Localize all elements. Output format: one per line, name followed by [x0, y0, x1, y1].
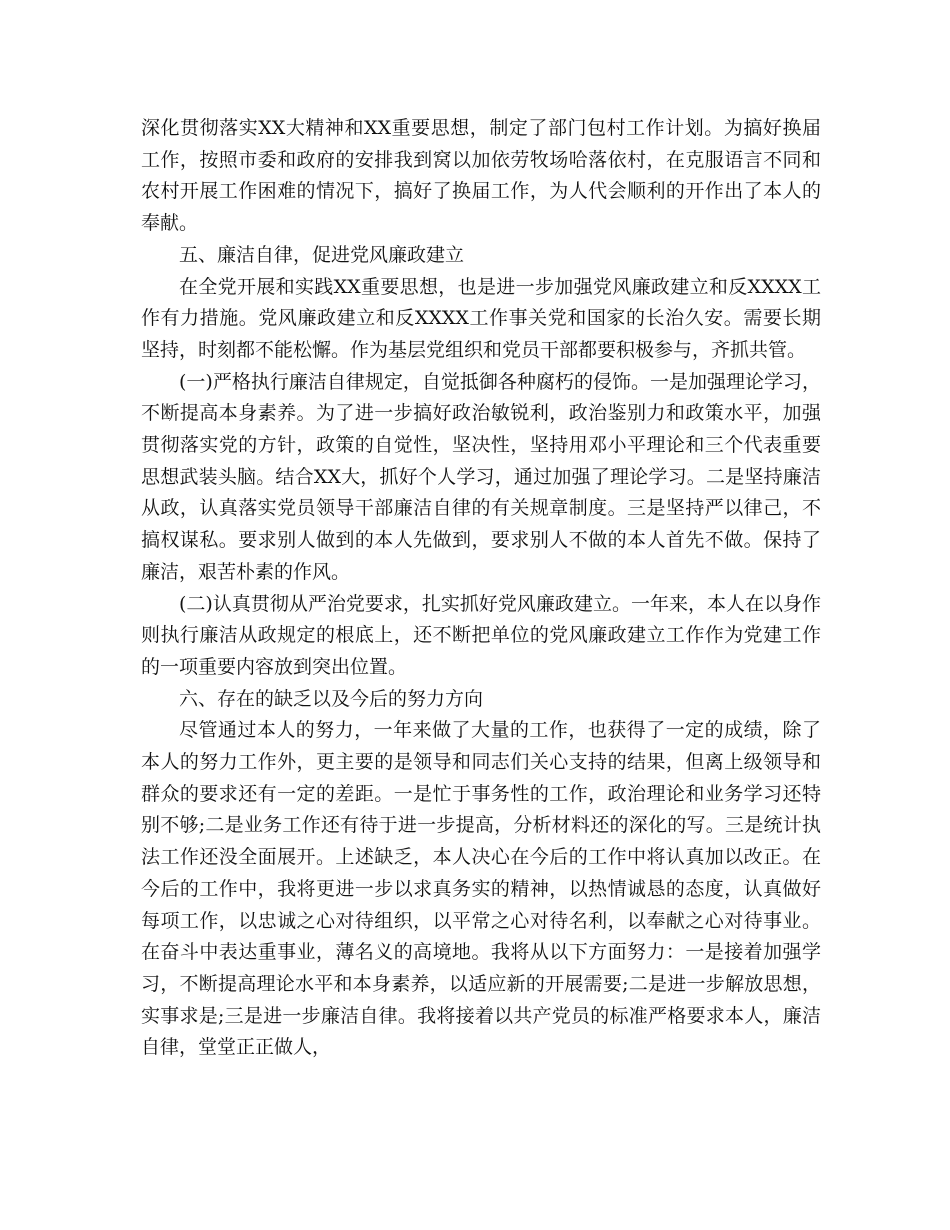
document-body	[141, 113, 821, 1064]
paragraph-continuation: 深化贯彻落实XX大精神和XX重要思想，制定了部门包村工作计划。为搞好换届工作，按照市委和政府的安排我到窝以加依劳牧场哈落依村，在克服语言不同和农村开展工作困难的情况下，搞好了换届工作，为人代会顺利的开作出了本人的奉献。	[141, 117, 821, 235]
paragraph: (二)认真贯彻从严治党要求，扎实抓好党风廉政建立。一年来，本人在以身作则执行廉洁从政规定的根底上，还不断把单位的党风廉政建立工作作为党建工作的一项重要内容放到突出位置。	[141, 592, 821, 678]
section-heading-6: 六、存在的缺乏以及今后的努力方向	[179, 687, 484, 710]
paragraph: 在全党开展和实践XX重要思想，也是进一步加强党风廉政建立和反XXXX工作有力措施。党风廉政建立和反XXXX工作事关党和国家的长治久安。需要长期坚持，时刻都不能松懈。作为基层党组织和党员干部都要积极参与，齐抓共管。	[141, 275, 821, 361]
section-heading-5: 五、廉洁自律，促进党风廉政建立	[179, 243, 465, 266]
paragraph: (一)严格执行廉洁自律规定，自觉抵御各种腐朽的侵饰。一是加强理论学习，不断提高本身素养。为了进一步搞好政治敏锐利，政治鉴别力和政策水平，加强贯彻落实党的方针，政策的自觉性，坚决性，坚持用邓小平理论和三个代表重要思想武装头脑。结合XX大，抓好个人学习，通过加强了理论学习。二是坚持廉洁从政，认真落实党员领导干部廉洁自律的有关规章制度。三是坚持严以律己，不搞权谋私。要求别人做到的本人先做到，要求别人不做的本人首先不做。保持了廉洁，艰苦朴素的作风。	[141, 370, 821, 583]
paragraph: 尽管通过本人的努力，一年来做了大量的工作，也获得了一定的成绩，除了本人的努力工作外，更主要的是领导和同志们关心支持的结果，但离上级领导和群众的要求还有一定的差距。一是忙于事务性的工作，政治理论和业务学习还特别不够;二是业务工作还有待于进一步提高，分析材料还的深化的写。三是统计执法工作还没全面展开。上述缺乏，本人决心在今后的工作中将认真加以改正。在今后的工作中，我将更进一步以求真务实的精神，以热情诚恳的态度，认真做好每项工作，以忠诚之心对待组织，以平常之心对待名利，以奉献之心对待事业。在奋斗中表达重事业，薄名义的高境地。我将从以下方面努力：一是接着加强学习，不断提高理论水平和本身素养，以适应新的开展需要;二是进一步解放思想，实事求是;三是进一步廉洁自律。我将接着以共产党员的标准严格要求本人，廉洁自律，堂堂正正做人，	[141, 719, 821, 1059]
